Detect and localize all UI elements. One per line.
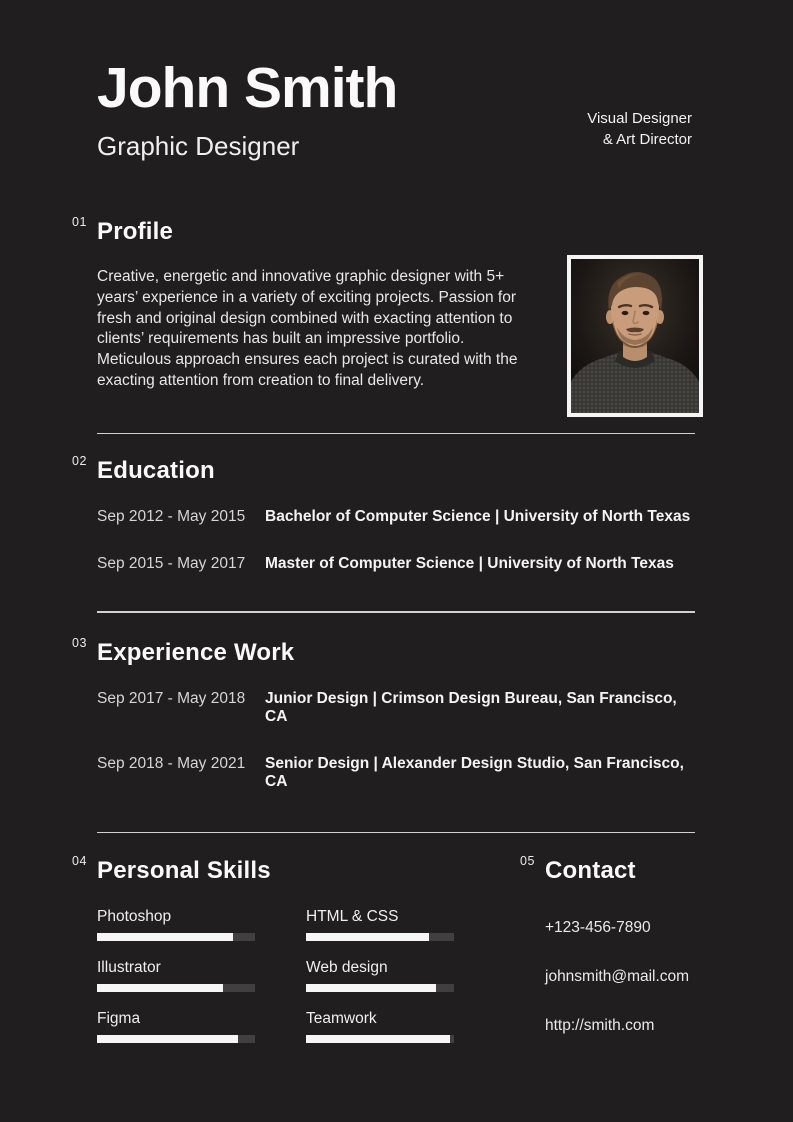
section-education [72, 454, 695, 573]
skill-item [97, 1010, 255, 1043]
skill-bar-fill [97, 984, 223, 992]
tagline-line-2: & Art Director [602, 131, 692, 148]
divider [97, 832, 695, 834]
skill-bar [97, 984, 255, 992]
skills-heading [72, 854, 271, 885]
section-number: 04 [72, 854, 87, 869]
skill-bar [97, 933, 255, 941]
skill-bar-fill [306, 933, 429, 941]
experience-detail: Junior Design | Crimson Design Bureau, San Francisco, CA [265, 689, 677, 725]
tagline-line-1: Visual Designer [587, 110, 692, 127]
skill-bar-fill [306, 1035, 450, 1043]
education-rows [97, 508, 695, 573]
contact-list [545, 919, 695, 1035]
skill-label: Web design [306, 959, 388, 977]
skill-label: HTML & CSS [306, 908, 399, 926]
education-detail: Bachelor of Computer Science | University of North Texas [265, 508, 691, 526]
header [97, 0, 692, 162]
section-title: Experience Work [97, 638, 295, 666]
contact-heading [520, 854, 636, 885]
portrait-illustration [571, 259, 699, 413]
experience-dates: Sep 2018 - May 2021 [97, 754, 246, 772]
education-detail: Master of Computer Science | University of North Texas [265, 555, 674, 573]
section-title: Profile [97, 218, 174, 245]
divider [97, 433, 695, 435]
profile-heading [72, 215, 174, 246]
section-number: 03 [72, 635, 87, 650]
skill-item [306, 908, 454, 941]
contact-phone: +123-456-7890 [545, 919, 651, 937]
skill-bar [306, 933, 454, 941]
skill-label: Teamwork [306, 1010, 377, 1028]
education-dates: Sep 2015 - May 2017 [97, 555, 246, 573]
skill-bar-fill [97, 1035, 238, 1043]
profile-text: Creative, energetic and innovative graphic designer with 5+ years’ experience in a variety of exciting projects. Passion for fresh and original design combined with exacting attention to clients’ requirements has built an impressive portfolio. Meticulous approach ensures each project is curated with the exacting attention from creation to final delivery. [97, 268, 518, 389]
person-name: John Smith [97, 56, 398, 120]
divider [97, 611, 695, 613]
experience-row [97, 690, 695, 726]
section-title: Contact [545, 857, 636, 885]
skill-item [97, 908, 255, 941]
experience-heading [72, 635, 295, 667]
section-number: 01 [72, 215, 87, 229]
section-number: 02 [72, 454, 87, 469]
section-title: Education [97, 457, 215, 485]
skill-label: Figma [97, 1010, 141, 1028]
bottom-section [72, 854, 695, 1066]
experience-dates: Sep 2017 - May 2018 [97, 689, 246, 707]
skill-item [306, 1010, 454, 1043]
section-skills [72, 854, 469, 1066]
skill-bar [306, 984, 454, 992]
section-title: Personal Skills [97, 857, 271, 885]
experience-row [97, 755, 695, 791]
education-heading [72, 454, 215, 485]
skill-bar-fill [306, 984, 436, 992]
education-dates: Sep 2012 - May 2015 [97, 508, 246, 526]
tagline [587, 108, 692, 150]
skill-bar [97, 1035, 255, 1043]
section-experience [72, 635, 695, 791]
skill-label: Photoshop [97, 908, 172, 926]
experience-detail: Senior Design | Alexander Design Studio, San Francisco, CA [265, 754, 684, 790]
section-number: 05 [520, 854, 535, 869]
experience-rows [97, 690, 695, 791]
education-row [97, 508, 695, 526]
section-contact [520, 854, 695, 1066]
person-role: Graphic Designer [97, 131, 300, 161]
skill-bar-fill [97, 933, 233, 941]
portrait-photo [567, 255, 703, 417]
education-row [97, 555, 695, 573]
skill-item [306, 959, 454, 992]
skill-item [97, 959, 255, 992]
contact-email: johnsmith@mail.com [545, 968, 690, 986]
skill-bar [306, 1035, 454, 1043]
skills-grid [97, 908, 469, 1043]
skill-label: Illustrator [97, 959, 161, 977]
contact-website: http://smith.com [545, 1017, 655, 1035]
